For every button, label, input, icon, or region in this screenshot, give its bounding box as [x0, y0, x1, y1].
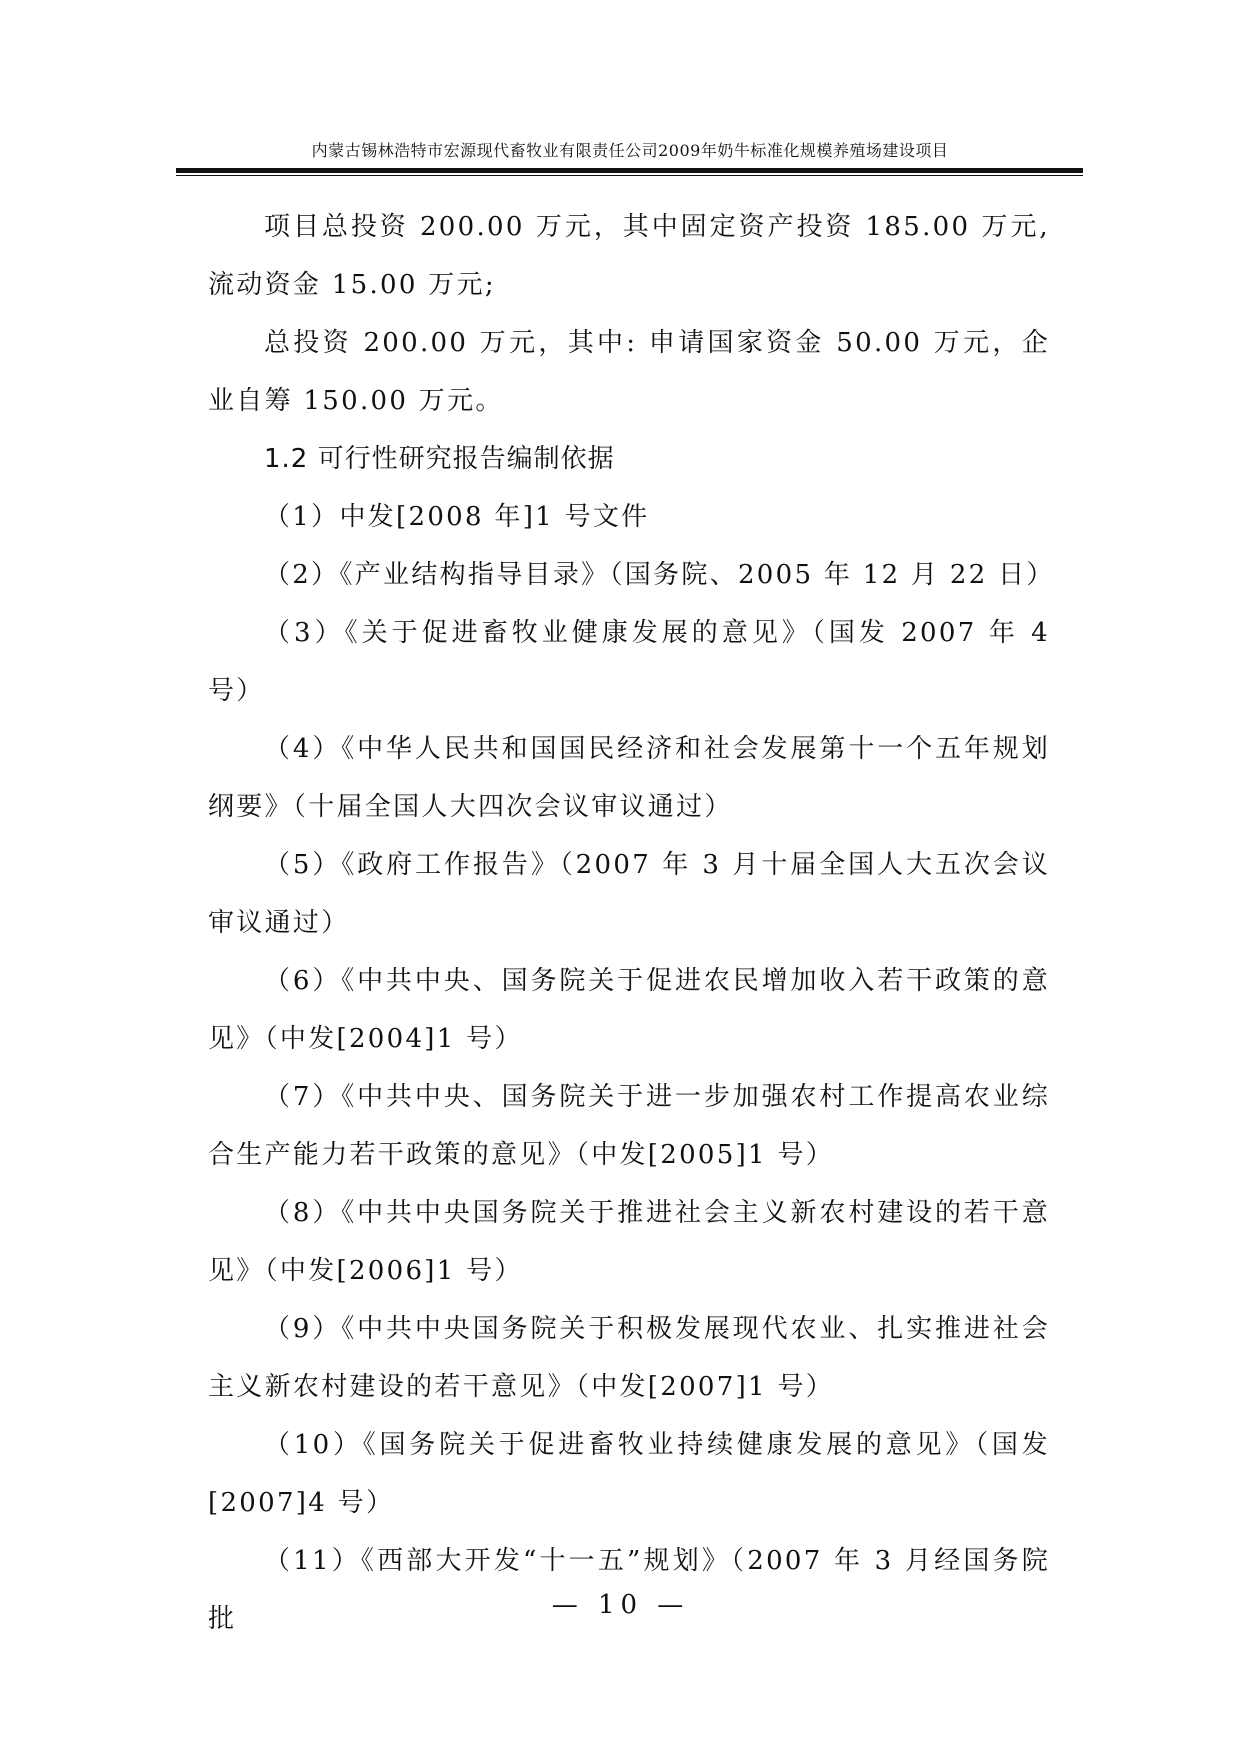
reference-item-2: （2）《产业结构指导目录》（国务院、2005 年 12 月 22 日） [264, 560, 1055, 590]
reference-item-11: （11）《西部大开发“十一五”规划》（2007 年 3 月经国务院批 [208, 1546, 1050, 1634]
funding-paragraph: 总投资 200.00 万元，其中: 申请国家资金 50.00 万元，企业自筹 150.00 万元。 [208, 328, 1050, 416]
reference-item-8: （8）《中共中央国务院关于推进社会主义新农村建设的若干意见》（中发[2006]1 号） [208, 1198, 1050, 1286]
section-heading: 1.2 可行性研究报告编制依据 [264, 444, 615, 474]
page-header: 内蒙古锡林浩特市宏源现代畜牧业有限责任公司2009年奶牛标准化规模养殖场建设项目 [311, 141, 949, 160]
header-rule-thick [176, 168, 1083, 173]
reference-item-7: （7）《中共中央、国务院关于进一步加强农村工作提高农业综合生产能力若干政策的意见》（中发[2005]1 号） [208, 1082, 1050, 1170]
reference-item-3: （3）《关于促进畜牧业健康发展的意见》（国发 2007 年 4 号） [208, 618, 1050, 706]
reference-item-9: （9）《中共中央国务院关于积极发展现代农业、扎实推进社会主义新农村建设的若干意见》（中发[2007]1 号） [208, 1314, 1050, 1402]
document-body [208, 198, 1055, 1648]
page-number: — 10 — [551, 1590, 690, 1620]
reference-item-10: （10）《国务院关于促进畜牧业持续健康发展的意见》（国发[2007]4 号） [208, 1430, 1050, 1518]
reference-item-5: （5）《政府工作报告》（2007 年 3 月十届全国人大五次会议审议通过） [208, 850, 1050, 938]
reference-item-4: （4）《中华人民共和国国民经济和社会发展第十一个五年规划纲要》（十届全国人大四次会议审议通过） [208, 734, 1050, 822]
reference-item-6: （6）《中共中央、国务院关于促进农民增加收入若干政策的意见》（中发[2004]1 号） [208, 966, 1050, 1054]
reference-item-1: （1）中发[2008 年]1 号文件 [264, 502, 650, 532]
header-rule-thin [176, 175, 1083, 176]
investment-paragraph: 项目总投资 200.00 万元，其中固定资产投资 185.00 万元,流动资金 15.00 万元; [208, 212, 1050, 300]
